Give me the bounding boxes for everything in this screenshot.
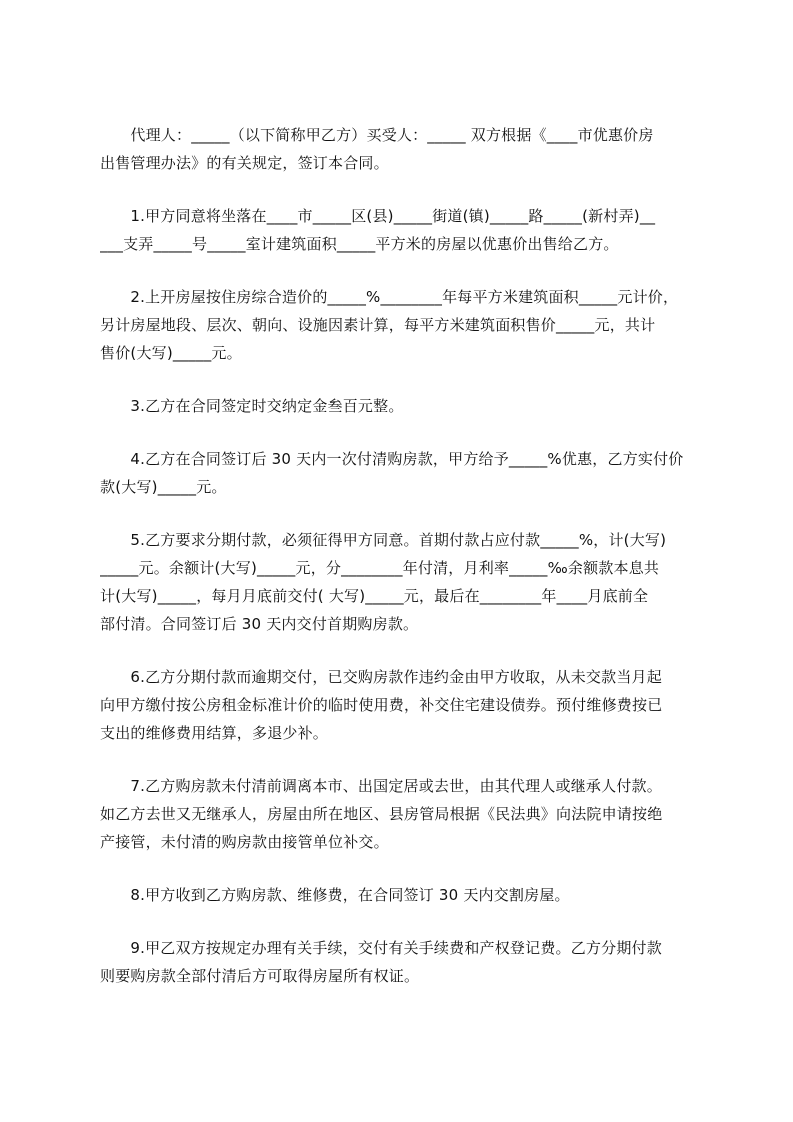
- text-line: 9.甲乙双方按规定办理有关手续，交付有关手续费和产权登记费。乙方分期付款: [100, 939, 662, 957]
- text-line: 另计房屋地段、层次、朝向、设施因素计算，每平方米建筑面积售价_____元，共计: [100, 316, 656, 334]
- text-line: 如乙方去世又无继承人，房屋由所在地区、县房管局根据《民法典》向法院申请按绝: [100, 805, 663, 823]
- paragraph-clause-5: [100, 526, 705, 638]
- text-line: 款(大写)_____元。: [100, 478, 227, 496]
- text-line: 8.甲方收到乙方购房款、维修费，在合同签订 30 天内交割房屋。: [100, 886, 570, 904]
- text-line: 2.上开房屋按住房综合造价的_____%________年每平方米建筑面积_____元计价，: [100, 288, 679, 306]
- paragraph-clause-8: [100, 881, 705, 909]
- paragraph-clause-7: [100, 772, 705, 856]
- paragraph-clause-3: [100, 392, 705, 420]
- text-line: 计(大写)_____，每月月底前交付( 大写)_____元，最后在________年____月底前全: [100, 587, 649, 605]
- text-line: 支出的维修费用结算，多退少补。: [100, 724, 329, 742]
- contract-body: [100, 121, 705, 990]
- text-line: 6.乙方分期付款而逾期交付，已交购房款作违约金由甲方收取，从未交款当月起: [100, 668, 662, 686]
- text-line: ___支弄_____号_____室计建筑面积_____平方米的房屋以优惠价出售给乙方。: [100, 235, 619, 253]
- paragraph-clause-1: [100, 202, 705, 258]
- text-line: 出售管理办法》的有关规定，签订本合同。: [100, 154, 389, 172]
- text-line: 5.乙方要求分期付款，必须征得甲方同意。首期付款占应付款_____%，计(大写): [100, 531, 667, 549]
- paragraph-intro: [100, 121, 705, 177]
- text-line: 4.乙方在合同签订后 30 天内一次付清购房款，甲方给予_____%优惠，乙方实付价: [100, 450, 684, 468]
- text-line: 则要购房款全部付清后方可取得房屋所有权证。: [100, 967, 420, 985]
- text-line: 代理人：_____（以下简称甲乙方）买受人：_____ 双方根据《____市优惠价房: [100, 126, 654, 144]
- text-line: 产接管，未付清的购房款由接管单位补交。: [100, 833, 389, 851]
- paragraph-clause-2: [100, 283, 705, 367]
- text-line: 部付清。合同签订后 30 天内交付首期购房款。: [100, 615, 419, 633]
- text-line: _____元。余额计(大写)_____元，分________年付清，月利率_____‰余额款本息共: [100, 559, 660, 577]
- text-line: 向甲方缴付按公房租金标准计价的临时使用费，补交住宅建设债券。预付维修费按已: [100, 696, 663, 714]
- paragraph-clause-4: [100, 445, 705, 501]
- text-line: 3.乙方在合同签定时交纳定金叁百元整。: [100, 397, 404, 415]
- text-line: 1.甲方同意将坐落在____市_____区(县)_____街道(镇)_____路_____(新村弄)__: [100, 207, 656, 225]
- text-line: 售价(大写)_____元。: [100, 344, 242, 362]
- paragraph-clause-6: [100, 663, 705, 747]
- text-line: 7.乙方购房款未付清前调离本市、出国定居或去世，由其代理人或继承人付款。: [100, 777, 662, 795]
- paragraph-clause-9: [100, 934, 705, 990]
